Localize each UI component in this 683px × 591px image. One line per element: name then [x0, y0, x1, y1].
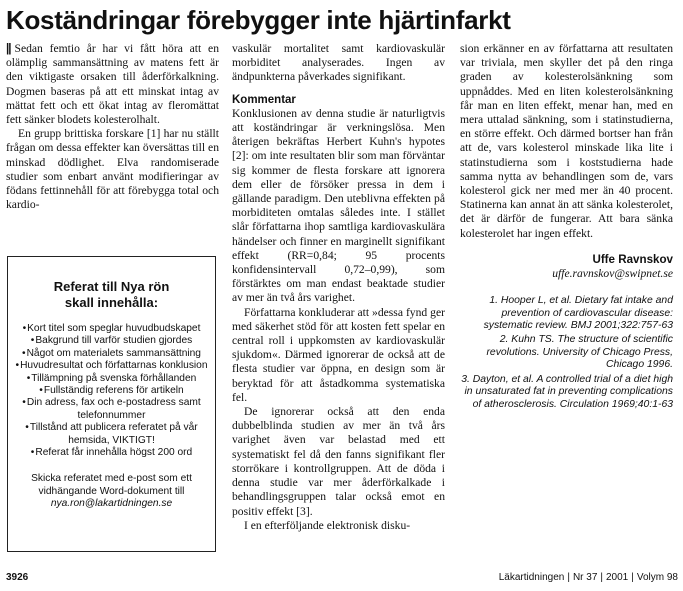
body-paragraph: Konklusionen av denna studie är naturligtvis att koständringar är verkningslösa. Men återigen bekräftas Herbert Kuhn's hypotes [2]: om inte resultaten blir som man förväntar sig kommer de flesta forskare att ignorera dem eller de försöker pressa in dem i gällande paradigm. Den uteblivna effekten på morbiditeten omtalas således inte. I stället slår författarna ihop samtliga kardiovaskulära händelser och finner en marginellt signifikant effekt (RR=0,84; 95 procents konfidensintervall 0,72–0,99), som förstärktes om man endast beaktade studier av mer än två års varighet. [232, 106, 445, 305]
box-list-item: • Tillämpning på svenska förhållanden [14, 373, 209, 385]
lead-text: Sedan femtio år har vi fått höra att en olämplig sammansättning av matens fett är den viktigaste orsaken till åderförkalkning. Dogmen baseras på att ett minskat intag av mättat fett och ett ökat intag av fleromättat fett sänker blodets kolesterolhalt. [6, 42, 219, 127]
author-name: Uffe Ravnskov [592, 252, 673, 266]
box-note: Skicka referatet med e-post som ett vidhängande Word-dokument till [31, 473, 192, 497]
volume-number: Volym 98 [636, 572, 678, 583]
reference-item: 2. Kuhn TS. The structure of scientific revolutions. University of Chicago Press, Chicago 1996. [486, 334, 673, 371]
body-paragraph: En grupp brittiska forskare [1] har nu ställt frågan om dessa effekter kan översättas till en minskad dödlighet. Elva randomiserade studier som enbart använt modifieringar av födans fettinnehåll för att förebygga total och kardio- [6, 127, 219, 212]
box-email-link[interactable]: nya.ron@lakartidningen.se [50, 498, 173, 510]
box-title-line-1: Referat till Nya rön [53, 279, 170, 294]
reference-item: 1. Hooper L, et al. Dietary fat intake and prevention of cardiovascular disease: systematic review. BMJ 2001;322:757-63 [483, 295, 673, 332]
column-1 [6, 42, 219, 212]
issue-number: Nr 37 [572, 572, 598, 583]
body-paragraph: vaskulär mortalitet samt kardiovaskulär morbiditet analyserades. Ingen av ändpunkterna påverkades signifikant. [232, 42, 445, 84]
journal-name: Läkartidningen [498, 572, 565, 583]
box-checklist [14, 323, 209, 459]
article-headline: Koständringar förebygger inte hjärtinfarkt [6, 5, 511, 35]
box-list-item: • Kort titel som speglar huvudbudskapet [14, 323, 209, 335]
info-box [7, 256, 216, 552]
box-list-item: • Din adress, fax och e-postadress samt telefonnummer [14, 397, 209, 422]
body-paragraph: I en efterföljande elektronisk disku- [244, 518, 411, 532]
reference-item: 3. Dayton, et al. A controlled trial of a diet high in unsaturated fat in preventing complications of atherosclerosis. Circulation 1969;40:1-63 [461, 373, 673, 410]
body-paragraph: Författarna konkluderar att »dessa fynd ger med säkerhet stöd för att kosten fett spelar en central roll i uppkomsten av kardiovaskulär sjukdom«. Därmed ignorerar de också att de flesta studier var öppna, en design som är beryktad för att åstadkomma systematiska fel. [232, 305, 445, 404]
box-title-line-2: skall innehålla: [64, 295, 159, 310]
box-list-item: • Tillstånd att publicera referatet på vår hemsida, VIKTIGT! [14, 422, 209, 447]
section-heading: Kommentar [232, 93, 296, 106]
box-list-item: • Fullständig referens för artikeln [14, 385, 209, 397]
box-list-item: • Något om materialets sammansättning [14, 348, 209, 360]
box-list-item: • Referat får innehålla högst 200 ord [14, 447, 209, 459]
journal-info: Läkartidningen | Nr 37 | 2001 | Volym 98 [498, 572, 678, 583]
body-paragraph: De ignorerar också att den enda dubbelblinda studien av mer än två års varighet även var belastad med ett systematiskt fel då den fanns signifikant fler storrökare i kontrollgruppen. Att de döda i denna studie var mer åderförkalkade i behandlingsgruppen talar också emot en positiv effekt [3]. [232, 405, 445, 518]
page-number: 3926 [6, 572, 29, 583]
publication-year: 2001 [606, 572, 629, 583]
author-email[interactable]: uffe.ravnskov@swipnet.se [552, 267, 673, 281]
column-2 [232, 42, 445, 533]
reference-list [460, 295, 673, 411]
column-3 [460, 42, 673, 413]
lead-paragraph [6, 42, 219, 127]
box-list-item: • Bakgrund till varför studien gjordes [14, 335, 209, 347]
body-paragraph: sion erkänner en av författarna att resultaten var triviala, men skyller det på den ringa graden av kolesterolsänkning som uppnåddes. Med en liten kolesterolsänkning får man en liten effekt, menar han, med en mera uttalad sänkning, som i statinstudierna, en större effekt. Och därmed bortser han från att de, vars kolesterol minskade lika lite i statinstudierna som i koststudierna hade samma nytta av behandlingen som de, vars kolesterol gick ner med mer än 40 procent. Statinerna kan annat än att sänka kolesterolet, det är därför de fungerar. Att bara sänka kolesterolet har ingen effekt. [460, 42, 673, 240]
lead-marker: || [6, 42, 11, 55]
box-list-item: • Huvudresultat och författarnas konklusion [14, 360, 209, 372]
